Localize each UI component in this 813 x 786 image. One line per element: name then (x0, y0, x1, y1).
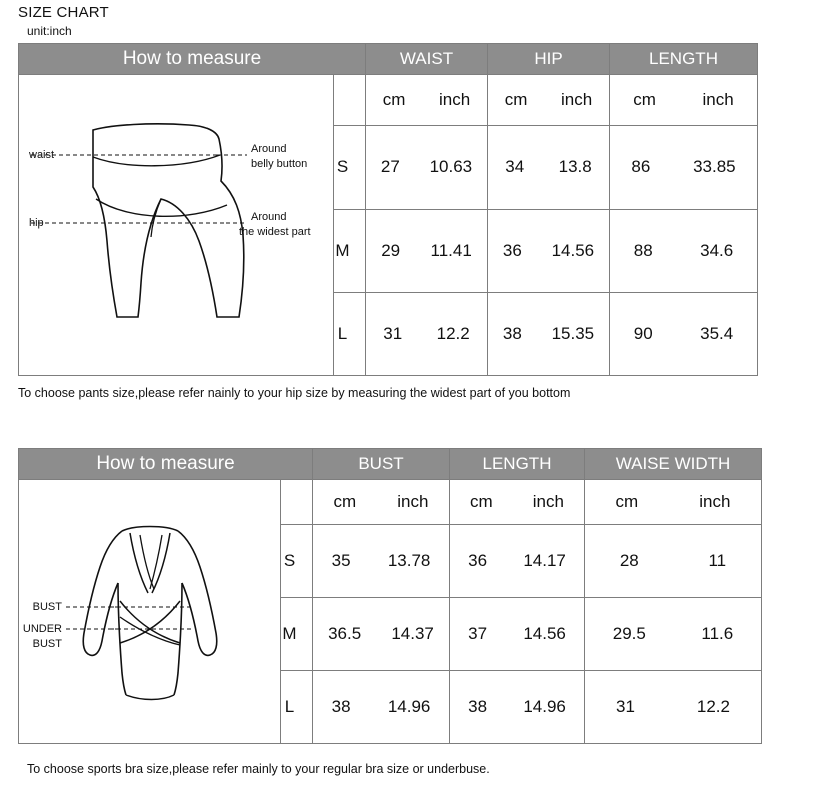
pants-hip-cm-s: 34 (505, 157, 525, 177)
bra-bust-s (313, 525, 450, 598)
pants-waist-s (366, 126, 488, 209)
header-bra-length: LENGTH (450, 449, 585, 480)
pants-size-s: S (334, 126, 366, 209)
bra-waise-inch-l: 12.2 (696, 697, 730, 716)
bra-length-cm-s: 36 (468, 551, 488, 570)
under-label: UNDER (22, 622, 62, 635)
pants-waist-inch-l: 12.2 (436, 323, 470, 343)
hip-units-cell (488, 75, 610, 126)
bra-size-column-header (281, 480, 313, 525)
bra-length-s (450, 525, 585, 598)
page-title: SIZE CHART (18, 4, 109, 21)
hip-cm-unit: cm (504, 90, 528, 110)
bra-size-l: L (281, 671, 313, 744)
waist-inch-unit: inch (439, 90, 471, 110)
bra-size-table (18, 448, 762, 744)
pants-length-inch-s: 33.85 (693, 157, 736, 177)
pants-size-l: L (334, 292, 366, 375)
bra-bust-inch-s: 13.78 (387, 551, 431, 570)
waist-desc-line1: Around (251, 143, 287, 155)
pants-size-m: M (334, 209, 366, 292)
bra-bust-m (313, 598, 450, 671)
bra-length-cm-m: 37 (468, 624, 488, 643)
bra-waise-s (585, 525, 762, 598)
waise-inch-unit: inch (699, 492, 731, 511)
waise-cm-unit: cm (615, 492, 639, 511)
pants-hip-cm-m: 36 (502, 240, 522, 260)
pants-length-l (610, 292, 758, 375)
pants-length-inch-m: 34.6 (700, 240, 734, 260)
pants-diagram (19, 75, 333, 375)
length-inch-unit: inch (702, 90, 734, 110)
bra-bust-inch-m: 14.37 (391, 624, 434, 643)
length-units-cell (610, 75, 758, 126)
bra-measure-illustration (22, 497, 278, 727)
size-column-header (334, 75, 366, 126)
bra-diagram (19, 480, 280, 743)
pants-waist-l (366, 292, 488, 375)
waist-units-cell (366, 75, 488, 126)
bra-length-inch-unit: inch (532, 492, 564, 511)
hip-desc-line2: the widest part (239, 226, 311, 238)
waist-desc-line2: belly button (251, 158, 308, 170)
bra-length-units-cell (450, 480, 585, 525)
pants-hip-inch-s: 13.8 (558, 157, 592, 177)
bra-bust-cm-l: 38 (331, 697, 351, 716)
bra-size-m: M (281, 598, 313, 671)
waist-cm-unit: cm (382, 90, 406, 110)
pants-note: To choose pants size,please refer nainly to your hip size by measuring the widest part of you bottom (18, 386, 571, 400)
bra-length-inch-m: 14.56 (523, 624, 566, 643)
bra-length-m (450, 598, 585, 671)
bra-length-cm-unit: cm (470, 492, 493, 511)
bra-waise-l (585, 671, 762, 744)
pants-hip-s (488, 126, 610, 209)
header-waise-width: WAISE WIDTH (585, 449, 762, 480)
bra-length-l (450, 671, 585, 744)
bra-diagram-cell (19, 480, 281, 744)
pants-hip-inch-l: 15.35 (551, 323, 595, 343)
pants-measure-illustration (21, 95, 331, 355)
pants-waist-inch-m: 11.41 (430, 240, 472, 260)
header-waist: WAIST (366, 44, 488, 75)
header-length: LENGTH (610, 44, 758, 75)
unit-header-row (19, 75, 758, 126)
bra-waise-inch-m: 11.6 (701, 624, 734, 643)
pants-waist-cm-l: 31 (383, 323, 403, 343)
hip-desc-line1: Around (251, 211, 287, 223)
bra-waise-m (585, 598, 762, 671)
bra-length-inch-l: 14.96 (523, 697, 566, 716)
pants-length-cm-l: 90 (633, 323, 653, 343)
bust-inch-unit: inch (397, 492, 429, 511)
hip-label: hip (29, 217, 44, 229)
pants-length-m (610, 209, 758, 292)
unit-header-row (19, 480, 762, 525)
bra-length-cm-l: 38 (468, 697, 488, 716)
table-header-row (19, 44, 758, 75)
pants-length-inch-l: 35.4 (700, 323, 734, 343)
bust-label: BUST (32, 600, 62, 613)
length-cm-unit: cm (633, 90, 656, 110)
pants-length-cm-s: 86 (631, 157, 651, 177)
waise-units-cell (585, 480, 762, 525)
hip-inch-unit: inch (561, 90, 593, 110)
pants-length-s (610, 126, 758, 209)
pants-waist-m (366, 209, 488, 292)
bra-size-s: S (281, 525, 313, 598)
bust-cm-unit: cm (333, 492, 357, 511)
under-bust-label: BUST (32, 637, 62, 650)
header-hip: HIP (488, 44, 610, 75)
bra-bust-l (313, 671, 450, 744)
pants-hip-cm-l: 38 (502, 323, 522, 343)
bra-waise-cm-s: 28 (619, 551, 639, 570)
header-how-to-measure: How to measure (19, 44, 366, 75)
unit-note: unit:inch (27, 24, 72, 38)
pants-waist-cm-m: 29 (381, 240, 401, 260)
bra-note: To choose sports bra size,please refer mainly to your regular bra size or underbuse. (27, 762, 490, 776)
bra-waise-cm-m: 29.5 (612, 624, 646, 643)
table-header-row (19, 449, 762, 480)
pants-hip-l (488, 292, 610, 375)
pants-hip-inch-m: 14.56 (551, 240, 595, 260)
bra-waise-inch-s: 11 (708, 551, 727, 570)
pants-waist-inch-s: 10.63 (429, 157, 473, 177)
pants-diagram-cell (19, 75, 334, 376)
header-how-to-measure-bra: How to measure (19, 449, 313, 480)
bra-bust-cm-m: 36.5 (328, 624, 362, 643)
bra-waise-cm-l: 31 (615, 697, 635, 716)
header-bust: BUST (313, 449, 450, 480)
bra-bust-inch-l: 14.96 (387, 697, 431, 716)
waist-label: waist (29, 149, 55, 161)
bust-units-cell (313, 480, 450, 525)
bra-length-inch-s: 14.17 (523, 551, 566, 570)
pants-size-table (18, 43, 758, 376)
pants-hip-m (488, 209, 610, 292)
bra-bust-cm-s: 35 (331, 551, 351, 570)
pants-length-cm-m: 88 (633, 240, 653, 260)
pants-waist-cm-s: 27 (380, 157, 400, 177)
